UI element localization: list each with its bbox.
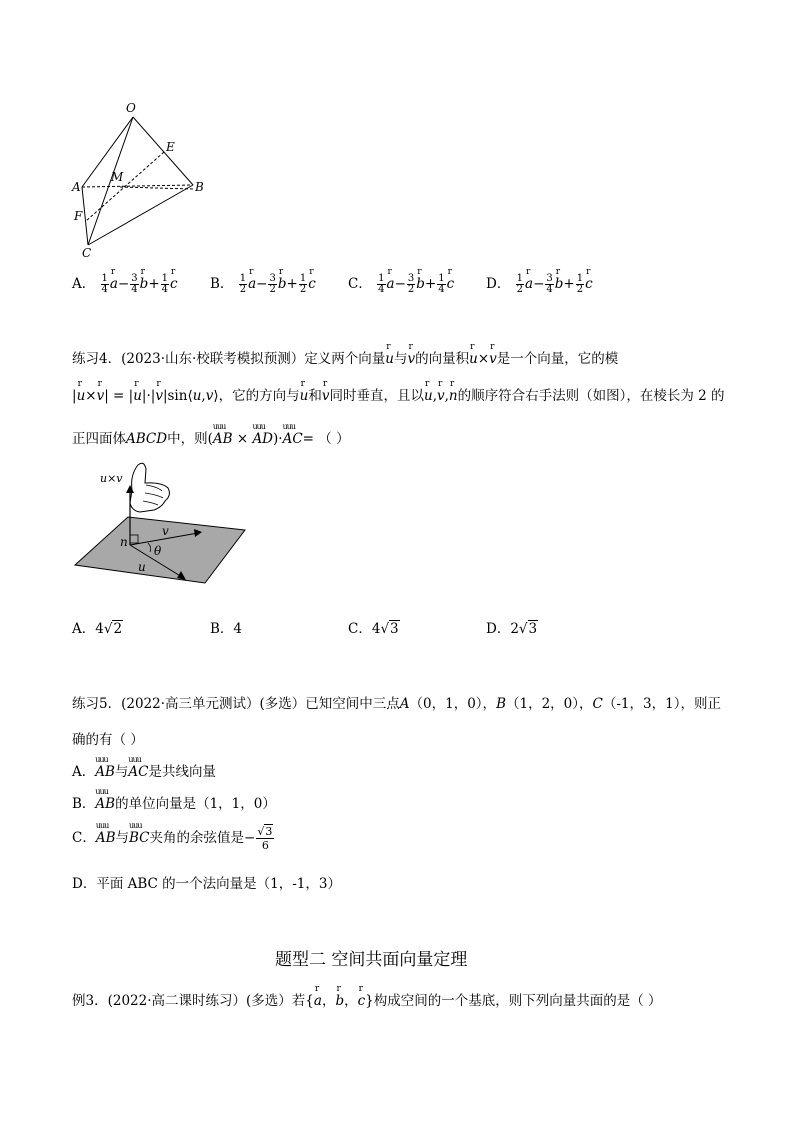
prev-option-a: A． $\frac{1}{4}$ r a− $\frac{3}{4}$ r b+ $\frac{1}{4}$ r c	[72, 272, 178, 295]
right-hand-rule-figure	[70, 455, 250, 590]
q5-option-d: D．平面 ABC 的一个法向量是（1，-1，3）	[72, 876, 341, 892]
example3-text: 例3．(2022·高二课时练习）(多选）若{r a，r b，r c}构成空间的一个基底，则下列向量共面的是（ ）	[72, 989, 662, 1009]
q4-option-a: A．4√2	[72, 621, 123, 637]
q5-option-b: B．uuu AB的单位向量是（1，1，0）	[72, 792, 276, 812]
label-v: v	[162, 524, 169, 538]
q4-line3: 正四面体ABCD中，则(uuu AB × uuu AD)·uuu AC= （ ）	[72, 427, 350, 447]
label-A: A	[72, 180, 81, 194]
q5-line2: 确的有（ ）	[72, 732, 144, 748]
label-F: F	[74, 209, 83, 223]
q4-line2: |r u×r v| = |r u|·|r v|sin⟨u,v⟩，它的方向与r u和r v同时垂直，且以r u,r v,r n的顺序符合右手法则（如图），在棱长为 2 的	[72, 384, 725, 404]
label-uxv: u×v	[100, 472, 123, 485]
section-title: 题型二 空间共面向量定理	[275, 950, 468, 970]
prev-option-d: D． $\frac{1}{2}$ r a− $\frac{3}{4}$ r b+ $\frac{1}{2}$ r c	[486, 272, 593, 295]
q4-option-c: C．4√3	[348, 621, 399, 637]
prev-option-c: C． $\frac{1}{4}$ r a− $\frac{3}{2}$ r b+ $\frac{1}{4}$ r c	[348, 272, 454, 295]
label-B: B	[195, 180, 204, 194]
tetrahedron-figure	[60, 95, 220, 260]
q5-option-c: C．uuu AB与uuu BC夹角的余弦值是− $\frac{√3}{6}$	[72, 825, 275, 852]
q5-line1: 练习5．(2022·高三单元测试）(多选）已知空间中三点A（0，1，0），B（1，2，0），C（-1，3，1），则正	[72, 696, 721, 712]
q4-line1: 练习4．(2023·山东·校联考模拟预测）定义两个向量r u与r v的向量积r u×r v是一个向量，它的模	[72, 347, 618, 367]
label-O: O	[126, 101, 136, 115]
label-E: E	[166, 140, 175, 154]
q4-option-d: D．2√3	[486, 621, 538, 637]
label-n: n	[120, 535, 128, 549]
q4-option-b: B．4	[210, 621, 243, 637]
label-C: C	[82, 246, 92, 260]
label-theta: θ	[154, 544, 162, 558]
q5-option-a: A．uuu AB与uuu AC是共线向量	[72, 760, 216, 780]
label-M: M	[111, 170, 124, 184]
label-u: u	[138, 560, 146, 574]
prev-option-b: B． $\frac{1}{2}$ r a− $\frac{3}{2}$ r b+ $\frac{1}{2}$ r c	[210, 272, 316, 295]
